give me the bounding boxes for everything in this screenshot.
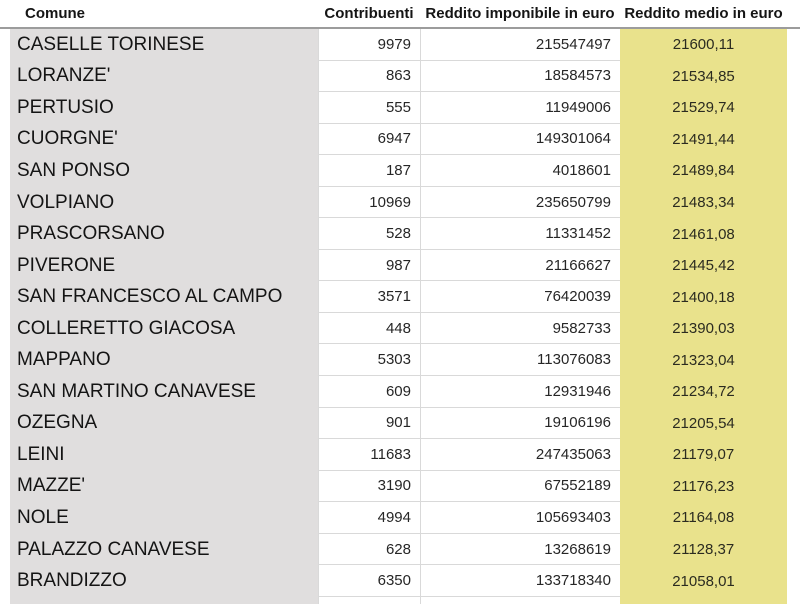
cell-reddito-imponibile[interactable]: 11949006 (420, 92, 620, 124)
column-header-reddito-imponibile[interactable]: Reddito imponibile in euro (425, 5, 615, 22)
left-margin (0, 0, 10, 27)
left-margin (0, 29, 10, 61)
table-header-row (0, 0, 800, 29)
cell-reddito-imponibile[interactable]: 12931946 (420, 376, 620, 408)
cell-comune[interactable]: VOLPIANO (10, 187, 318, 219)
right-margin (787, 502, 800, 534)
table-row (0, 29, 800, 61)
cell-contribuenti-empty[interactable] (318, 597, 420, 604)
cell-reddito-imponibile[interactable]: 235650799 (420, 187, 620, 219)
cell-reddito-imponibile[interactable]: 105693403 (420, 502, 620, 534)
cell-reddito-medio[interactable]: 21164,08 (620, 502, 787, 534)
cell-contribuenti[interactable]: 10969 (318, 187, 420, 219)
left-margin (0, 534, 10, 566)
right-margin (787, 597, 800, 604)
cell-reddito-medio[interactable]: 21176,23 (620, 471, 787, 503)
table-row (0, 408, 800, 440)
cell-reddito-medio[interactable]: 21058,01 (620, 565, 787, 597)
cell-contribuenti[interactable]: 6350 (318, 565, 420, 597)
cell-comune[interactable]: LEINI (10, 439, 318, 471)
cell-comune[interactable]: SAN FRANCESCO AL CAMPO (10, 281, 318, 313)
right-margin (787, 124, 800, 156)
left-margin (0, 281, 10, 313)
cell-contribuenti[interactable]: 987 (318, 250, 420, 282)
cell-reddito-medio[interactable]: 21489,84 (620, 155, 787, 187)
right-margin (787, 534, 800, 566)
cell-reddito-imponibile[interactable]: 113076083 (420, 344, 620, 376)
cell-reddito-medio[interactable]: 21234,72 (620, 376, 787, 408)
table-row (0, 534, 800, 566)
left-margin (0, 565, 10, 597)
cell-comune[interactable]: BRANDIZZO (10, 565, 318, 597)
partial-next-row (0, 597, 800, 604)
table-row (0, 281, 800, 313)
left-margin (0, 124, 10, 156)
cell-comune-empty[interactable] (10, 597, 318, 604)
cell-reddito-imponibile[interactable]: 9582733 (420, 313, 620, 345)
cell-reddito-imponibile[interactable]: 76420039 (420, 281, 620, 313)
table-row (0, 92, 800, 124)
cell-contribuenti[interactable]: 11683 (318, 439, 420, 471)
right-margin (787, 313, 800, 345)
cell-comune[interactable]: PRASCORSANO (10, 218, 318, 250)
right-margin (787, 471, 800, 503)
cell-contribuenti[interactable]: 863 (318, 61, 420, 93)
table-row (0, 439, 800, 471)
cell-contribuenti[interactable]: 609 (318, 376, 420, 408)
cell-comune[interactable]: SAN PONSO (10, 155, 318, 187)
cell-reddito-medio[interactable]: 21534,85 (620, 61, 787, 93)
table-row (0, 313, 800, 345)
cell-reddito-medio[interactable]: 21179,07 (620, 439, 787, 471)
right-margin (787, 92, 800, 124)
column-header-comune[interactable]: Comune (25, 5, 85, 22)
table-row (0, 565, 800, 597)
cell-reddito-imponibile[interactable]: 21166627 (420, 250, 620, 282)
right-margin (787, 376, 800, 408)
cell-comune[interactable]: MAZZE' (10, 471, 318, 503)
left-margin (0, 439, 10, 471)
cell-contribuenti[interactable]: 187 (318, 155, 420, 187)
table-body (0, 29, 800, 597)
right-margin (787, 408, 800, 440)
cell-contribuenti[interactable]: 3571 (318, 281, 420, 313)
table-row (0, 61, 800, 93)
left-margin (0, 502, 10, 534)
table-row (0, 218, 800, 250)
table-row (0, 250, 800, 282)
cell-reddito-imponibile[interactable]: 247435063 (420, 439, 620, 471)
left-margin (0, 155, 10, 187)
cell-reddito-imponibile-empty[interactable] (420, 597, 620, 604)
cell-comune[interactable]: PERTUSIO (10, 92, 318, 124)
cell-contribuenti[interactable]: 9979 (318, 29, 420, 61)
cell-reddito-medio[interactable]: 21483,34 (620, 187, 787, 219)
cell-comune[interactable]: OZEGNA (10, 408, 318, 440)
cell-reddito-medio[interactable]: 21600,11 (620, 29, 787, 61)
cell-comune[interactable]: COLLERETTO GIACOSA (10, 313, 318, 345)
cell-reddito-medio[interactable]: 21390,03 (620, 313, 787, 345)
cell-reddito-medio[interactable]: 21445,42 (620, 250, 787, 282)
cell-reddito-medio[interactable]: 21400,18 (620, 281, 787, 313)
cell-comune[interactable]: LORANZE' (10, 61, 318, 93)
left-margin (0, 218, 10, 250)
right-margin (787, 281, 800, 313)
cell-reddito-medio[interactable]: 21529,74 (620, 92, 787, 124)
cell-contribuenti[interactable]: 628 (318, 534, 420, 566)
left-margin (0, 187, 10, 219)
left-margin (0, 408, 10, 440)
table-row (0, 344, 800, 376)
cell-reddito-medio[interactable]: 21205,54 (620, 408, 787, 440)
cell-comune[interactable]: MAPPANO (10, 344, 318, 376)
right-margin (787, 29, 800, 61)
left-margin (0, 344, 10, 376)
column-header-reddito-medio[interactable]: Reddito medio in euro (624, 5, 783, 22)
cell-comune[interactable]: PALAZZO CANAVESE (10, 534, 318, 566)
right-margin (787, 187, 800, 219)
right-margin (787, 61, 800, 93)
cell-contribuenti[interactable]: 4994 (318, 502, 420, 534)
cell-reddito-medio[interactable]: 21461,08 (620, 218, 787, 250)
right-margin (787, 0, 800, 27)
cell-contribuenti[interactable]: 3190 (318, 471, 420, 503)
left-margin (0, 313, 10, 345)
table-row (0, 502, 800, 534)
cell-reddito-imponibile[interactable]: 215547497 (420, 29, 620, 61)
cell-reddito-imponibile[interactable]: 11331452 (420, 218, 620, 250)
cell-reddito-medio[interactable]: 21128,37 (620, 534, 787, 566)
table-row (0, 124, 800, 156)
cell-comune[interactable]: NOLE (10, 502, 318, 534)
left-margin (0, 597, 10, 604)
left-margin (0, 471, 10, 503)
cell-reddito-imponibile[interactable]: 149301064 (420, 124, 620, 156)
right-margin (787, 565, 800, 597)
cell-comune[interactable]: CASELLE TORINESE (10, 29, 318, 61)
cell-reddito-imponibile[interactable]: 13268619 (420, 534, 620, 566)
cell-contribuenti[interactable]: 5303 (318, 344, 420, 376)
column-header-contribuenti[interactable]: Contribuenti (324, 5, 414, 22)
table-row (0, 187, 800, 219)
table-row (0, 155, 800, 187)
cell-reddito-imponibile[interactable]: 18584573 (420, 61, 620, 93)
left-margin (0, 250, 10, 282)
cell-reddito-imponibile[interactable]: 67552189 (420, 471, 620, 503)
cell-reddito-imponibile[interactable]: 133718340 (420, 565, 620, 597)
cell-reddito-imponibile[interactable]: 19106196 (420, 408, 620, 440)
left-margin (0, 92, 10, 124)
cell-reddito-medio[interactable]: 21323,04 (620, 344, 787, 376)
cell-comune[interactable]: CUORGNE' (10, 124, 318, 156)
cell-contribuenti[interactable]: 555 (318, 92, 420, 124)
cell-reddito-medio[interactable]: 21491,44 (620, 124, 787, 156)
right-margin (787, 218, 800, 250)
left-margin (0, 61, 10, 93)
right-margin (787, 250, 800, 282)
table-row (0, 376, 800, 408)
cell-comune[interactable]: SAN MARTINO CANAVESE (10, 376, 318, 408)
cell-comune[interactable]: PIVERONE (10, 250, 318, 282)
right-margin (787, 344, 800, 376)
table-row (0, 471, 800, 503)
right-margin (787, 439, 800, 471)
cell-reddito-imponibile[interactable]: 4018601 (420, 155, 620, 187)
cell-reddito-medio-empty[interactable] (620, 597, 787, 604)
cell-contribuenti[interactable]: 901 (318, 408, 420, 440)
cell-contribuenti[interactable]: 528 (318, 218, 420, 250)
right-margin (787, 155, 800, 187)
cell-contribuenti[interactable]: 448 (318, 313, 420, 345)
cell-contribuenti[interactable]: 6947 (318, 124, 420, 156)
left-margin (0, 376, 10, 408)
